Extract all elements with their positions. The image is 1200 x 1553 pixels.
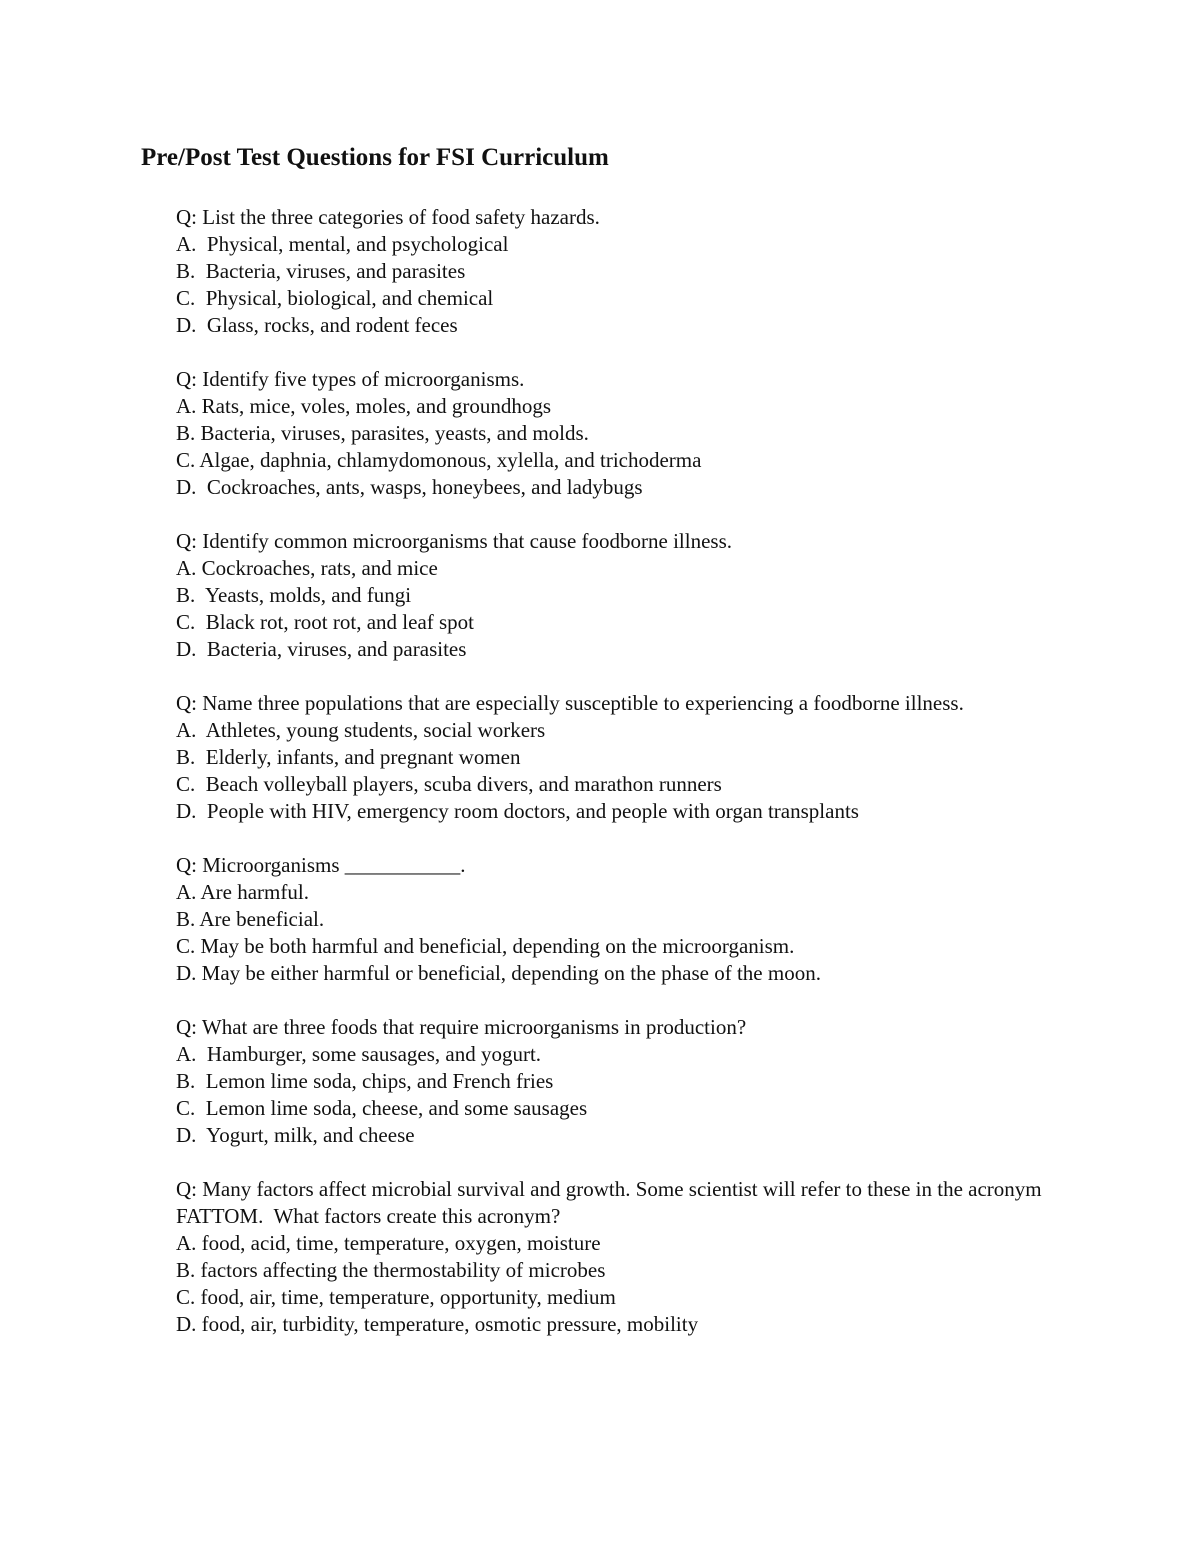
answer-option-d: D. Yogurt, milk, and cheese <box>176 1123 415 1147</box>
question-text: Q: Identify five types of microorganisms. <box>176 367 525 391</box>
answer-option-c: C. Black rot, root rot, and leaf spot <box>176 610 475 634</box>
answer-option-c: C. food, air, time, temperature, opportunity, medium <box>176 1285 616 1309</box>
question-list <box>176 204 1076 1365</box>
answer-option-a: A. Cockroaches, rats, and mice <box>176 556 438 580</box>
answer-option-b: B. Are beneficial. <box>176 907 325 931</box>
question-text: Q: Microorganisms ___________. <box>176 853 466 877</box>
answer-option-d: D. food, air, turbidity, temperature, osmotic pressure, mobility <box>176 1312 699 1336</box>
answer-option-d: D. May be either harmful or beneficial, depending on the phase of the moon. <box>176 961 821 985</box>
question-4 <box>176 690 1076 825</box>
answer-option-a: A. food, acid, time, temperature, oxygen, moisture <box>176 1231 601 1255</box>
answer-option-c: C. Lemon lime soda, cheese, and some sausages <box>176 1096 588 1120</box>
question-text: Q: Name three populations that are especially susceptible to experiencing a foodborne illness. <box>176 691 964 715</box>
question-2 <box>176 366 1076 501</box>
question-7 <box>176 1176 1076 1338</box>
answer-option-c: C. Algae, daphnia, chlamydomonous, xylella, and trichoderma <box>176 448 702 472</box>
question-1 <box>176 204 1076 339</box>
question-6 <box>176 1014 1076 1149</box>
answer-option-d: D. Cockroaches, ants, wasps, honeybees, and ladybugs <box>176 475 643 499</box>
answer-option-b: B. Bacteria, viruses, and parasites <box>176 259 466 283</box>
answer-option-b: B. factors affecting the thermostability of microbes <box>176 1258 606 1282</box>
answer-option-a: A. Physical, mental, and psychological <box>176 232 509 256</box>
answer-option-b: B. Lemon lime soda, chips, and French fries <box>176 1069 554 1093</box>
answer-option-a: A. Rats, mice, voles, moles, and groundhogs <box>176 394 552 418</box>
answer-option-c: C. May be both harmful and beneficial, depending on the microorganism. <box>176 934 795 958</box>
answer-option-d: D. Bacteria, viruses, and parasites <box>176 637 467 661</box>
question-text: Q: Identify common microorganisms that cause foodborne illness. <box>176 529 732 553</box>
question-text: Q: List the three categories of food safety hazards. <box>176 205 600 229</box>
answer-option-d: D. Glass, rocks, and rodent feces <box>176 313 458 337</box>
answer-option-d: D. People with HIV, emergency room doctors, and people with organ transplants <box>176 799 859 823</box>
answer-option-b: B. Elderly, infants, and pregnant women <box>176 745 521 769</box>
question-text: Q: What are three foods that require microorganisms in production? <box>176 1015 747 1039</box>
answer-option-c: C. Beach volleyball players, scuba divers, and marathon runners <box>176 772 722 796</box>
question-3 <box>176 528 1076 663</box>
answer-option-b: B. Yeasts, molds, and fungi <box>176 583 412 607</box>
answer-option-a: A. Are harmful. <box>176 880 309 904</box>
question-5 <box>176 852 1076 987</box>
answer-option-b: B. Bacteria, viruses, parasites, yeasts, and molds. <box>176 421 589 445</box>
document-title: Pre/Post Test Questions for FSI Curriculum <box>141 144 609 171</box>
answer-option-c: C. Physical, biological, and chemical <box>176 286 494 310</box>
question-text: Q: Many factors affect microbial survival and growth. Some scientist will refer to these in the acronym FATTOM. What factors create this acronym? <box>176 1177 1047 1228</box>
answer-option-a: A. Hamburger, some sausages, and yogurt. <box>176 1042 542 1066</box>
answer-option-a: A. Athletes, young students, social workers <box>176 718 546 742</box>
